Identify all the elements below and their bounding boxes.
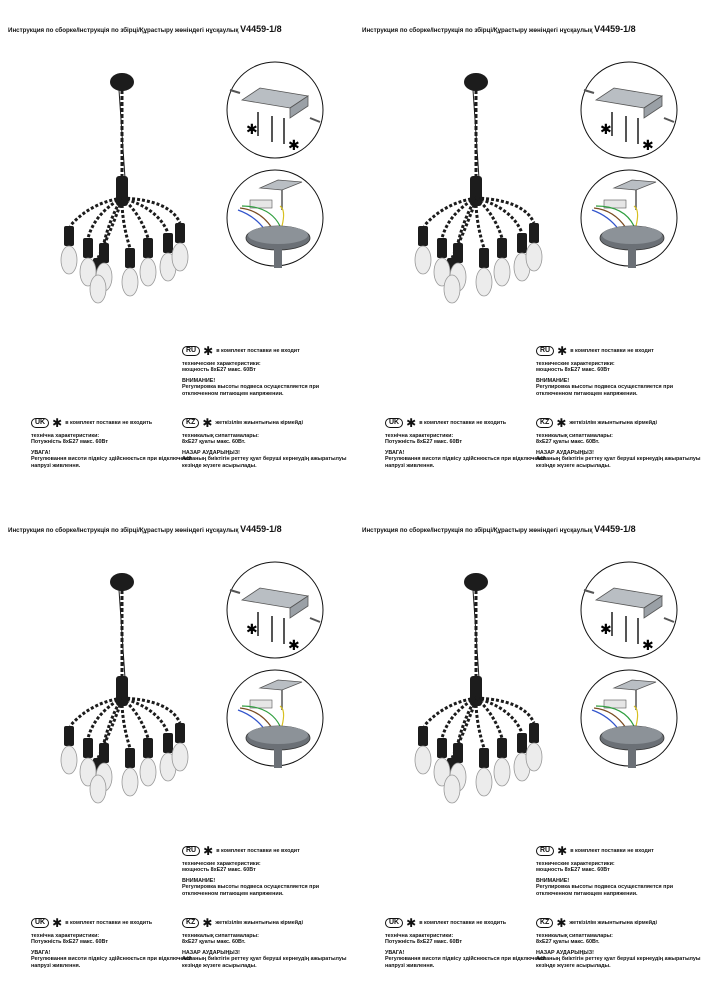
uk-tech-value: Потужність 8хЕ27 макс. 60Вт	[31, 939, 108, 946]
kz-tech-value: 8хЕ27 қуаты макс. 60Вт.	[182, 939, 246, 946]
star-icon: ✱	[556, 416, 567, 430]
kz-warning-title: НАЗАР АУДАРЫҢЫЗ!	[182, 949, 240, 956]
chandelier-illustration	[394, 68, 564, 308]
star-icon: ✱	[557, 844, 568, 858]
instruction-panel	[0, 0, 350, 496]
uk-tech-value: Потужність 8хЕ27 макс. 60Вт	[31, 439, 108, 446]
uk-tech-label: технічна характеристики:	[31, 933, 100, 939]
bracket-step-circle	[581, 62, 677, 158]
kz-section	[536, 418, 706, 473]
ru-warning-text: Регулировка высоты подвеса осуществляется при отключенном питающем напряжении.	[536, 384, 674, 397]
model-number: V4459-1/8	[240, 24, 282, 34]
ceiling-canopy	[110, 73, 134, 91]
kz-not-included: жеткізілім жиынтығына кірмейді	[569, 419, 657, 426]
ru-tech-value: мощность 8хЕ27 макс. 60Вт	[182, 367, 256, 374]
ru-warning-title: ВНИМАНИЕ!	[182, 877, 216, 884]
kz-tech-value: 8хЕ27 қуаты макс. 60Вт.	[182, 439, 246, 446]
uk-warning-title: УВАГА!	[31, 949, 51, 956]
not-included-star-marker: ✱	[600, 622, 612, 638]
ru-lang-badge: RU	[182, 846, 200, 856]
uk-lang-badge: UK	[31, 418, 49, 428]
kz-tech-value: 8хЕ27 қуаты макс. 60Вт.	[536, 439, 600, 446]
ru-not-included: в комплект поставки не входит	[216, 847, 300, 854]
kz-warning-text: Аспаның биіктігін реттеу қуат беруші кернеудің ажыратылуы кезінде жүзеге асырылады.	[182, 956, 347, 969]
star-icon: ✱	[406, 916, 417, 930]
uk-tech-label: технічна характеристики:	[385, 933, 454, 939]
bracket-step-circle	[227, 62, 323, 158]
kz-lang-badge: KZ	[536, 418, 553, 428]
kz-tech-label: техникалық сипаттамалары:	[536, 433, 613, 439]
kz-warning-title: НАЗАР АУДАРЫҢЫЗ!	[536, 449, 594, 456]
ru-tech-label: технические характеристики:	[536, 361, 615, 367]
uk-not-included: в комплект поставки не входить	[419, 419, 507, 426]
kz-warning-title: НАЗАР АУДАРЫҢЫЗ!	[182, 449, 240, 456]
bracket-step-circle	[581, 562, 677, 658]
ru-lang-badge: RU	[536, 846, 554, 856]
uk-warning-text: Регулювання висоти підвісу здійснюється при відключеній напрузі живлення.	[31, 456, 192, 469]
ru-warning-title: ВНИМАНИЕ!	[536, 877, 570, 884]
star-icon: ✱	[406, 416, 417, 430]
ru-tech-value: мощность 8хЕ27 макс. 60Вт	[536, 867, 610, 874]
model-number: V4459-1/8	[594, 524, 636, 534]
star-icon: ✱	[203, 344, 214, 358]
ru-lang-badge: RU	[536, 346, 554, 356]
not-included-star-marker: ✱	[600, 122, 612, 138]
kz-warning-text: Аспаның биіктігін реттеу қуат беруші кернеудің ажыратылуы кезінде жүзеге асырылады.	[182, 456, 347, 469]
ru-not-included: в комплект поставки не входит	[570, 847, 654, 854]
not-included-star-marker: ✱	[246, 622, 258, 638]
kz-tech-label: техникалық сипаттамалары:	[182, 433, 259, 439]
instruction-panel	[0, 500, 350, 996]
chandelier-illustration	[40, 68, 210, 308]
kz-not-included: жеткізілім жиынтығына кірмейді	[569, 919, 657, 926]
uk-lang-badge: UK	[385, 418, 403, 428]
model-number: V4459-1/8	[594, 24, 636, 34]
kz-not-included: жеткізілім жиынтығына кірмейді	[215, 419, 303, 426]
kz-section	[182, 418, 352, 473]
ru-warning-text: Регулировка высоты подвеса осуществляется при отключенном питающем напряжении.	[182, 884, 320, 897]
ru-section	[536, 846, 706, 901]
instruction-panel	[354, 500, 704, 996]
star-icon: ✱	[52, 916, 63, 930]
ru-section	[182, 846, 352, 901]
uk-tech-label: технічна характеристики:	[385, 433, 454, 439]
bracket-step-circle	[227, 562, 323, 658]
ru-warning-text: Регулировка высоты подвеса осуществляется при отключенном питающем напряжении.	[182, 384, 320, 397]
uk-section	[385, 918, 555, 973]
panel-title	[362, 524, 702, 534]
ru-tech-label: технические характеристики:	[536, 861, 615, 867]
ru-tech-value: мощность 8хЕ27 макс. 60Вт	[182, 867, 256, 874]
not-included-star-marker: ✱	[642, 138, 654, 154]
ru-tech-label: технические характеристики:	[182, 861, 261, 867]
uk-not-included: в комплект поставки не входить	[65, 419, 153, 426]
not-included-star-marker: ✱	[288, 638, 300, 654]
ceiling-canopy	[464, 73, 488, 91]
assembly-diagrams	[574, 560, 684, 790]
ru-warning-title: ВНИМАНИЕ!	[536, 377, 570, 384]
ru-warning-title: ВНИМАНИЕ!	[182, 377, 216, 384]
uk-tech-value: Потужність 8хЕ27 макс. 60Вт	[385, 439, 462, 446]
model-number: V4459-1/8	[240, 524, 282, 534]
ru-lang-badge: RU	[182, 346, 200, 356]
chandelier-illustration	[40, 568, 210, 808]
star-icon: ✱	[202, 916, 213, 930]
ru-tech-label: технические характеристики:	[182, 361, 261, 367]
not-included-star-marker: ✱	[642, 638, 654, 654]
ru-not-included: в комплект поставки не входит	[216, 347, 300, 354]
title-text: Инструкция по сборке/Інструкція по збірці/Құрастыру жөніндегі нұсқаулық	[362, 27, 595, 34]
uk-lang-badge: UK	[385, 918, 403, 928]
ru-tech-value: мощность 8хЕ27 макс. 60Вт	[536, 367, 610, 374]
assembly-diagrams	[574, 60, 684, 290]
kz-warning-text: Аспаның биіктігін реттеу қуат беруші кернеудің ажыратылуы кезінде жүзеге асырылады.	[536, 456, 701, 469]
uk-lang-badge: UK	[31, 918, 49, 928]
title-text: Инструкция по сборке/Інструкція по збірці/Құрастыру жөніндегі нұсқаулық	[8, 527, 241, 534]
kz-not-included: жеткізілім жиынтығына кірмейді	[215, 919, 303, 926]
ceiling-canopy	[110, 573, 134, 591]
ru-section	[536, 346, 706, 401]
uk-section	[385, 418, 555, 473]
kz-lang-badge: KZ	[536, 918, 553, 928]
instruction-panel	[354, 0, 704, 496]
star-icon: ✱	[52, 416, 63, 430]
assembly-diagrams	[220, 60, 330, 290]
panel-title	[8, 524, 348, 534]
kz-lang-badge: KZ	[182, 918, 199, 928]
title-text: Инструкция по сборке/Інструкція по збірці/Құрастыру жөніндегі нұсқаулық	[8, 27, 241, 34]
title-text: Инструкция по сборке/Інструкція по збірці/Құрастыру жөніндегі нұсқаулық	[362, 527, 595, 534]
panel-title	[8, 24, 348, 34]
assembly-diagrams	[220, 560, 330, 790]
kz-warning-title: НАЗАР АУДАРЫҢЫЗ!	[536, 949, 594, 956]
uk-tech-label: технічна характеристики:	[31, 433, 100, 439]
star-icon: ✱	[203, 844, 214, 858]
uk-warning-text: Регулювання висоти підвісу здійснюється при відключеній напрузі живлення.	[385, 956, 546, 969]
uk-not-included: в комплект поставки не входить	[65, 919, 153, 926]
uk-tech-value: Потужність 8хЕ27 макс. 60Вт	[385, 939, 462, 946]
kz-lang-badge: KZ	[182, 418, 199, 428]
ru-warning-text: Регулировка высоты подвеса осуществляется при отключенном питающем напряжении.	[536, 884, 674, 897]
uk-not-included: в комплект поставки не входить	[419, 919, 507, 926]
panel-title	[362, 24, 702, 34]
uk-warning-text: Регулювання висоти підвісу здійснюється при відключеній напрузі живлення.	[385, 456, 546, 469]
uk-warning-title: УВАГА!	[385, 449, 405, 456]
ceiling-canopy	[464, 573, 488, 591]
uk-section	[31, 918, 201, 973]
not-included-star-marker: ✱	[288, 138, 300, 154]
uk-section	[31, 418, 201, 473]
star-icon: ✱	[557, 344, 568, 358]
chandelier-illustration	[394, 568, 564, 808]
kz-tech-value: 8хЕ27 қуаты макс. 60Вт.	[536, 939, 600, 946]
ru-not-included: в комплект поставки не входит	[570, 347, 654, 354]
star-icon: ✱	[202, 416, 213, 430]
ru-section	[182, 346, 352, 401]
not-included-star-marker: ✱	[246, 122, 258, 138]
uk-warning-title: УВАГА!	[31, 449, 51, 456]
kz-section	[182, 918, 352, 973]
kz-tech-label: техникалық сипаттамалары:	[536, 933, 613, 939]
kz-tech-label: техникалық сипаттамалары:	[182, 933, 259, 939]
uk-warning-text: Регулювання висоти підвісу здійснюється при відключеній напрузі живлення.	[31, 956, 192, 969]
star-icon: ✱	[556, 916, 567, 930]
kz-section	[536, 918, 706, 973]
uk-warning-title: УВАГА!	[385, 949, 405, 956]
kz-warning-text: Аспаның биіктігін реттеу қуат беруші кернеудің ажыратылуы кезінде жүзеге асырылады.	[536, 956, 701, 969]
